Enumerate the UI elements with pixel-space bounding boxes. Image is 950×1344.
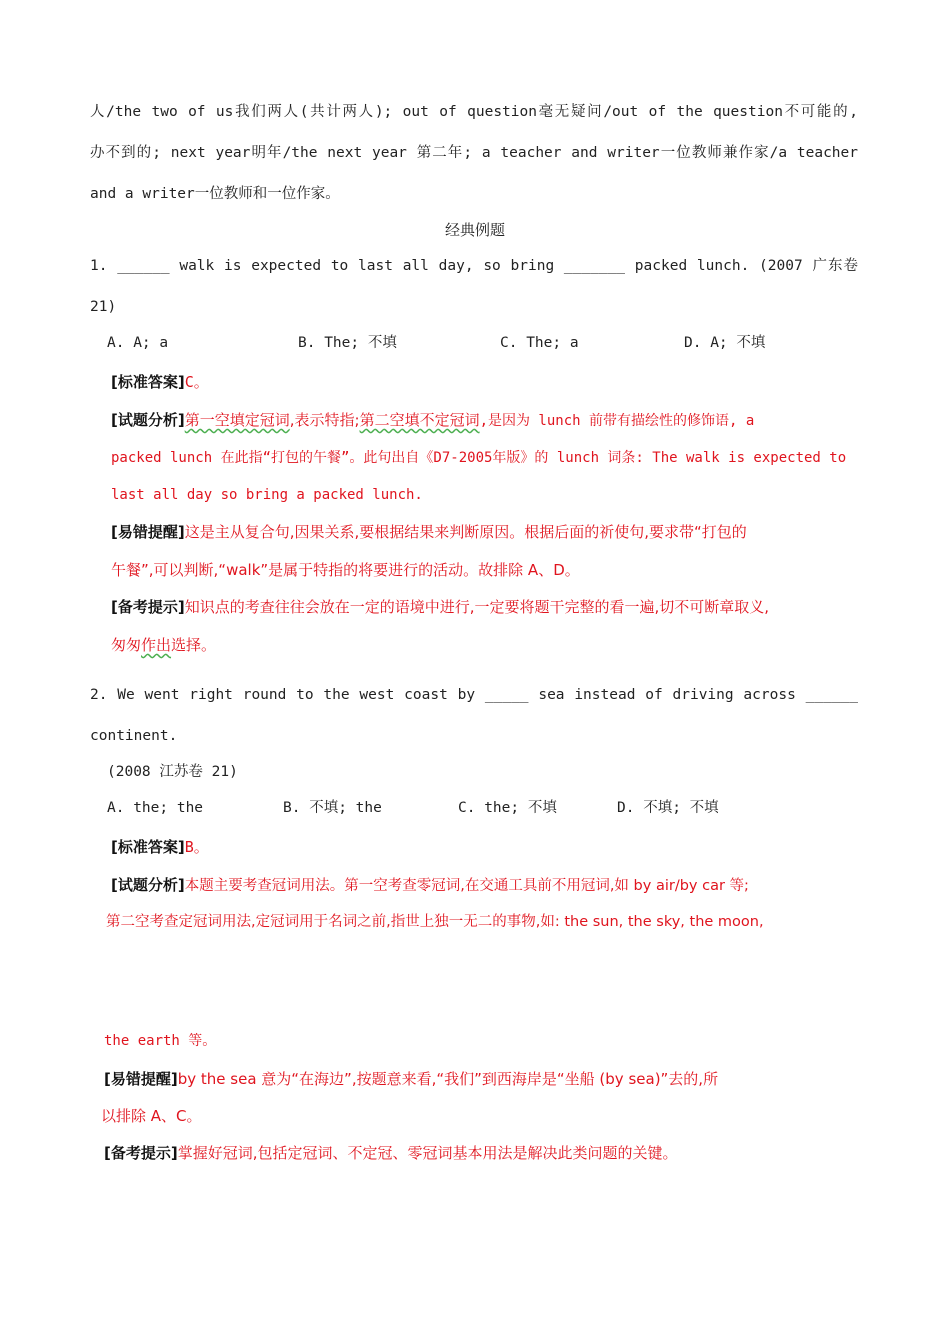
q2-option-d: D. 不填; 不填 bbox=[617, 800, 719, 816]
intro-line-1: 人/the two of us我们两人(共计两人); out of question毫无疑问/out of the question不可能的, bbox=[90, 104, 858, 120]
section-title: 经典例题 bbox=[444, 221, 505, 239]
q1-answer bbox=[111, 371, 209, 393]
q2-option-c: C. the; 不填 bbox=[458, 800, 557, 816]
q2-analysis-line-3: the earth 等。 bbox=[104, 1033, 217, 1049]
q1-analysis-line-1 bbox=[111, 409, 883, 432]
q1-analysis-line-2: packed lunch 在此指“打包的午餐”。此句出自《D7-2005年版》的 lunch 词条: The walk is expected to bbox=[111, 450, 847, 466]
q1-tip-text-2b: 作出 bbox=[141, 636, 172, 654]
intro-line-2: 办不到的; next year明年/the next year 第二年; a teacher and writer一位教师兼作家/a teacher bbox=[90, 145, 858, 161]
q1-answer-value: C。 bbox=[184, 373, 209, 391]
q1-option-a: A. A; a bbox=[107, 335, 169, 351]
q2-option-b: B. 不填; the bbox=[283, 800, 382, 816]
q1-analysis-wavy-1: 第一空填定冠词 bbox=[184, 411, 290, 429]
q2-answer bbox=[111, 836, 209, 858]
q1-tip-line-1 bbox=[111, 596, 769, 618]
q1-mistake-label: [易错提醒] bbox=[111, 523, 185, 541]
q1-analysis-wavy-2: 第二空填不定冠词 bbox=[359, 411, 480, 429]
q2-analysis-line-1 bbox=[111, 874, 749, 897]
q1-mistake-line-2: 午餐”,可以判断,“walk”是属于特指的将要进行的活动。故排除 A、D。 bbox=[111, 561, 580, 579]
q1-mistake-text-1: 这是主从复合句,因果关系,要根据结果来判断原因。根据后面的祈使句,要求带“打包的 bbox=[184, 523, 747, 541]
q1-option-c: C. The; a bbox=[500, 335, 579, 351]
intro-line-3: and a writer一位教师和一位作家。 bbox=[90, 186, 340, 202]
q1-tip-text-1: 知识点的考查往往会放在一定的语境中进行,一定要将题干完整的看一遍,切不可断章取义, bbox=[184, 598, 770, 616]
q1-tip-text-2c: 选择。 bbox=[171, 636, 217, 654]
q2-analysis-label: [试题分析] bbox=[111, 876, 185, 894]
q2-tip-text-1: 掌握好冠词,包括定冠词、不定冠、零冠词基本用法是解决此类问题的关键。 bbox=[177, 1144, 678, 1162]
q2-mistake-label: [易错提醒] bbox=[104, 1070, 178, 1088]
q1-analysis-mid-1: ,表示特指; bbox=[289, 411, 360, 429]
q2-tip-label: [备考提示] bbox=[104, 1144, 178, 1162]
q1-analysis-line-3: last all day so bring a packed lunch. bbox=[111, 487, 423, 503]
q2-option-a: A. the; the bbox=[107, 800, 204, 816]
q1-option-d: D. A; 不填 bbox=[684, 335, 766, 351]
q2-mistake-line-1 bbox=[104, 1068, 718, 1090]
q2-stem-cont: continent. bbox=[90, 728, 178, 744]
q1-tip-line-2 bbox=[111, 634, 216, 656]
q1-answer-label: [标准答案] bbox=[111, 373, 185, 391]
q1-analysis-rest-1: ,是因为 lunch 前带有描绘性的修饰语, a bbox=[479, 413, 755, 429]
q1-analysis-label: [试题分析] bbox=[111, 411, 185, 429]
q2-tip-line-1 bbox=[104, 1142, 678, 1164]
q2-answer-value: B。 bbox=[184, 838, 209, 856]
q2-mistake-text-1: by the sea 意为“在海边”,按题意来看,“我们”到西海岸是“坐船 (by sea)”去的,所 bbox=[177, 1070, 719, 1088]
q1-tip-text-2a: 匆匆 bbox=[111, 636, 142, 654]
q1-stem-cont: 21) bbox=[90, 299, 117, 315]
q2-mistake-line-2: 以排除 A、C。 bbox=[101, 1107, 202, 1125]
q2-analysis-text-1: 本题主要考查冠词用法。第一空考查零冠词,在交通工具前不用冠词,如 by air/by car 等; bbox=[184, 878, 749, 894]
q1-tip-label: [备考提示] bbox=[111, 598, 185, 616]
q2-analysis-line-2: 第二空考查定冠词用法,定冠词用于名词之前,指世上独一无二的事物,如: the sun, the sky, the moon, bbox=[106, 914, 764, 930]
q2-source: (2008 江苏卷 21) bbox=[107, 764, 238, 780]
q1-mistake-line-1 bbox=[111, 521, 747, 543]
q2-stem: 2. We went right round to the west coast by _____ sea instead of driving across ______ bbox=[90, 687, 858, 703]
q1-stem: 1. ______ walk is expected to last all day, so bring _______ packed lunch. (2007 广东卷 bbox=[90, 258, 858, 274]
q2-answer-label: [标准答案] bbox=[111, 838, 185, 856]
q1-option-b: B. The; 不填 bbox=[298, 335, 397, 351]
